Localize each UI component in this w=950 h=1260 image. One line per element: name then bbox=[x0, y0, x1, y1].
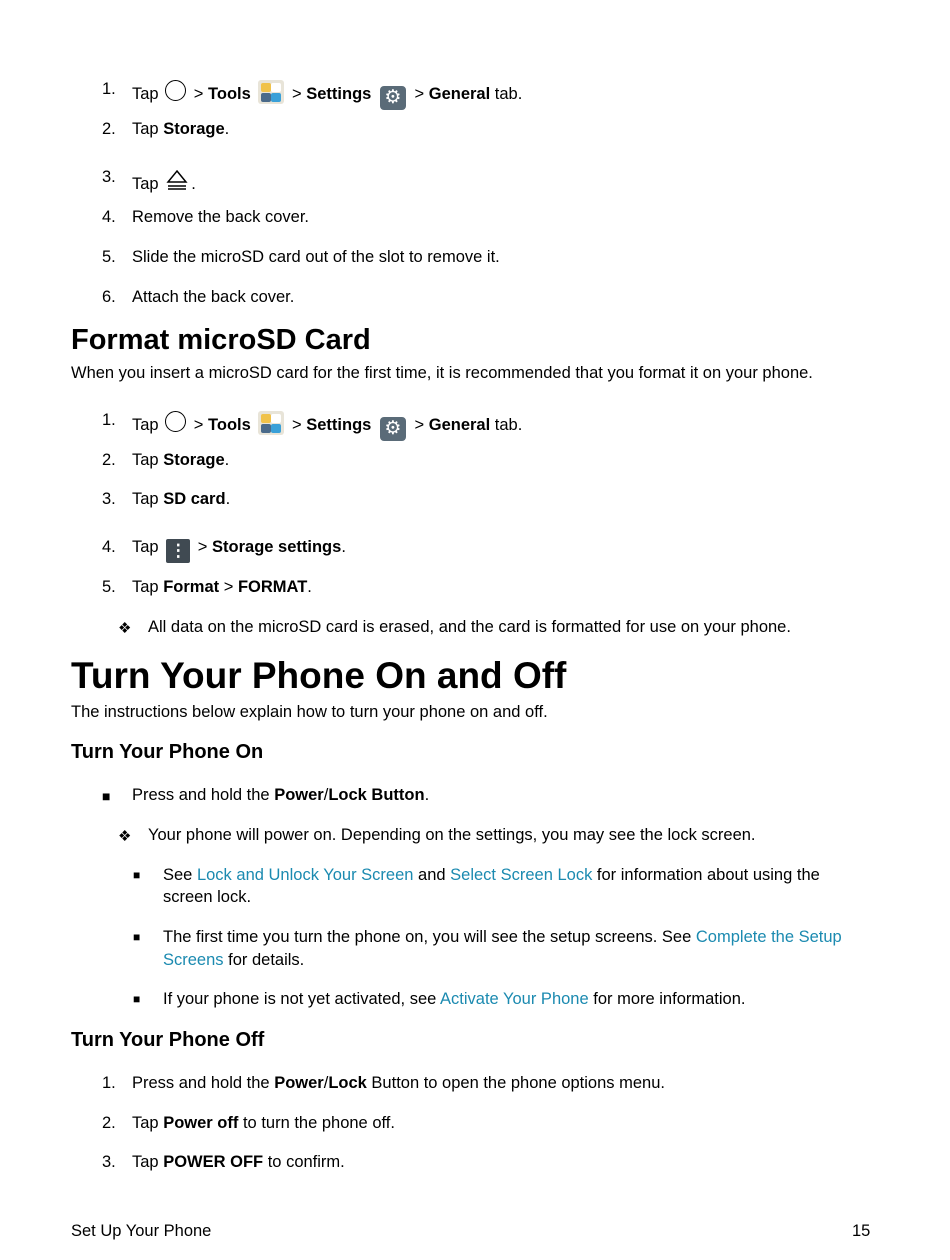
format-intro: When you insert a microSD card for the first time, it is recommended that you format it on your phone. bbox=[71, 364, 813, 382]
power-on-note: Your phone will power on. Depending on the settings, you may see the lock screen. bbox=[148, 826, 756, 844]
step-text: Tap Storage. bbox=[132, 120, 230, 138]
power-on-sub-3: If your phone is not yet activated, see Activate Your Phone for more information. bbox=[163, 990, 746, 1008]
step-text: Tap Power off to turn the phone off. bbox=[132, 1114, 395, 1132]
square-bullet-icon: ■ bbox=[102, 788, 111, 804]
step-text: Tap > Tools > Settings ⚙ > General tab. bbox=[132, 411, 522, 441]
link-complete-setup-screens-cont[interactable]: Screens bbox=[163, 951, 224, 969]
power-on-step: Press and hold the Power/Lock Button. bbox=[132, 786, 430, 804]
step-text: Remove the back cover. bbox=[132, 208, 310, 226]
footer-page-number: 15 bbox=[852, 1222, 871, 1240]
link-complete-setup-screens[interactable]: Complete the Setup bbox=[695, 928, 842, 946]
small-square-bullet-icon: ■ bbox=[133, 930, 141, 944]
subheading-phone-on: Turn Your Phone On bbox=[71, 741, 264, 763]
eject-icon bbox=[165, 168, 189, 192]
step-text: Slide the microSD card out of the slot to remove it. bbox=[132, 248, 500, 266]
step-number: 3. bbox=[102, 168, 116, 186]
link-lock-unlock-screen[interactable]: Lock and Unlock Your Screen bbox=[196, 866, 414, 884]
home-circle-icon bbox=[165, 411, 186, 432]
step-text: Tap ⋮ > Storage settings. bbox=[132, 538, 346, 563]
more-options-icon: ⋮ bbox=[166, 539, 190, 563]
power-on-sub-1: See Lock and Unlock Your Screen and Select Screen Lock for information about using the bbox=[163, 866, 820, 884]
step-number: 1. bbox=[102, 80, 116, 98]
section-heading-power: Turn Your Phone On and Off bbox=[71, 655, 567, 696]
step-text: Tap > Tools > Settings ⚙ > General tab. bbox=[132, 80, 522, 110]
step-text: Tap POWER OFF to confirm. bbox=[132, 1153, 345, 1171]
small-square-bullet-icon: ■ bbox=[133, 992, 141, 1006]
step-text: Tap Storage. bbox=[132, 451, 230, 469]
power-on-sub-2-line-2: Screens for details. bbox=[163, 951, 305, 969]
step-number: 3. bbox=[102, 490, 116, 508]
subheading-phone-off: Turn Your Phone Off bbox=[71, 1029, 265, 1051]
step-number: 1. bbox=[102, 1074, 116, 1092]
step-number: 2. bbox=[102, 1114, 116, 1132]
diamond-bullet-icon: ❖ bbox=[118, 620, 132, 637]
small-square-bullet-icon: ■ bbox=[133, 868, 141, 882]
section-heading-format: Format microSD Card bbox=[71, 324, 371, 356]
step-text: Attach the back cover. bbox=[132, 288, 295, 306]
step-text: Tap SD card. bbox=[132, 490, 231, 508]
step-number: 2. bbox=[102, 451, 116, 469]
step-text: Tap . bbox=[132, 168, 196, 194]
step-number: 2. bbox=[102, 120, 116, 138]
link-activate-your-phone[interactable]: Activate Your Phone bbox=[440, 990, 589, 1008]
step-number: 4. bbox=[102, 538, 116, 556]
step-number: 3. bbox=[102, 1153, 116, 1171]
home-circle-icon bbox=[165, 80, 186, 101]
step-number: 6. bbox=[102, 288, 116, 306]
step-text: Tap Format > FORMAT. bbox=[132, 578, 312, 596]
step-number: 5. bbox=[102, 578, 116, 596]
tools-folder-icon bbox=[258, 80, 284, 104]
step-number: 1. bbox=[102, 411, 116, 429]
power-on-sub-2: The first time you turn the phone on, you will see the setup screens. See Complete the Setup bbox=[163, 928, 842, 946]
footer-section-title: Set Up Your Phone bbox=[71, 1222, 212, 1240]
step-text: Press and hold the Power/Lock Button to open the phone options menu. bbox=[132, 1074, 665, 1092]
settings-gear-icon: ⚙ bbox=[380, 417, 406, 441]
step-number: 5. bbox=[102, 248, 116, 266]
step-number: 4. bbox=[102, 208, 116, 226]
link-select-screen-lock[interactable]: Select Screen Lock bbox=[450, 866, 593, 884]
power-intro: The instructions below explain how to turn your phone on and off. bbox=[71, 703, 548, 721]
format-note: All data on the microSD card is erased, and the card is formatted for use on your phone. bbox=[148, 618, 791, 636]
tools-folder-icon bbox=[258, 411, 284, 435]
power-on-sub-1-line-2: screen lock. bbox=[163, 888, 252, 906]
diamond-bullet-icon: ❖ bbox=[118, 828, 132, 845]
settings-gear-icon: ⚙ bbox=[380, 86, 406, 110]
